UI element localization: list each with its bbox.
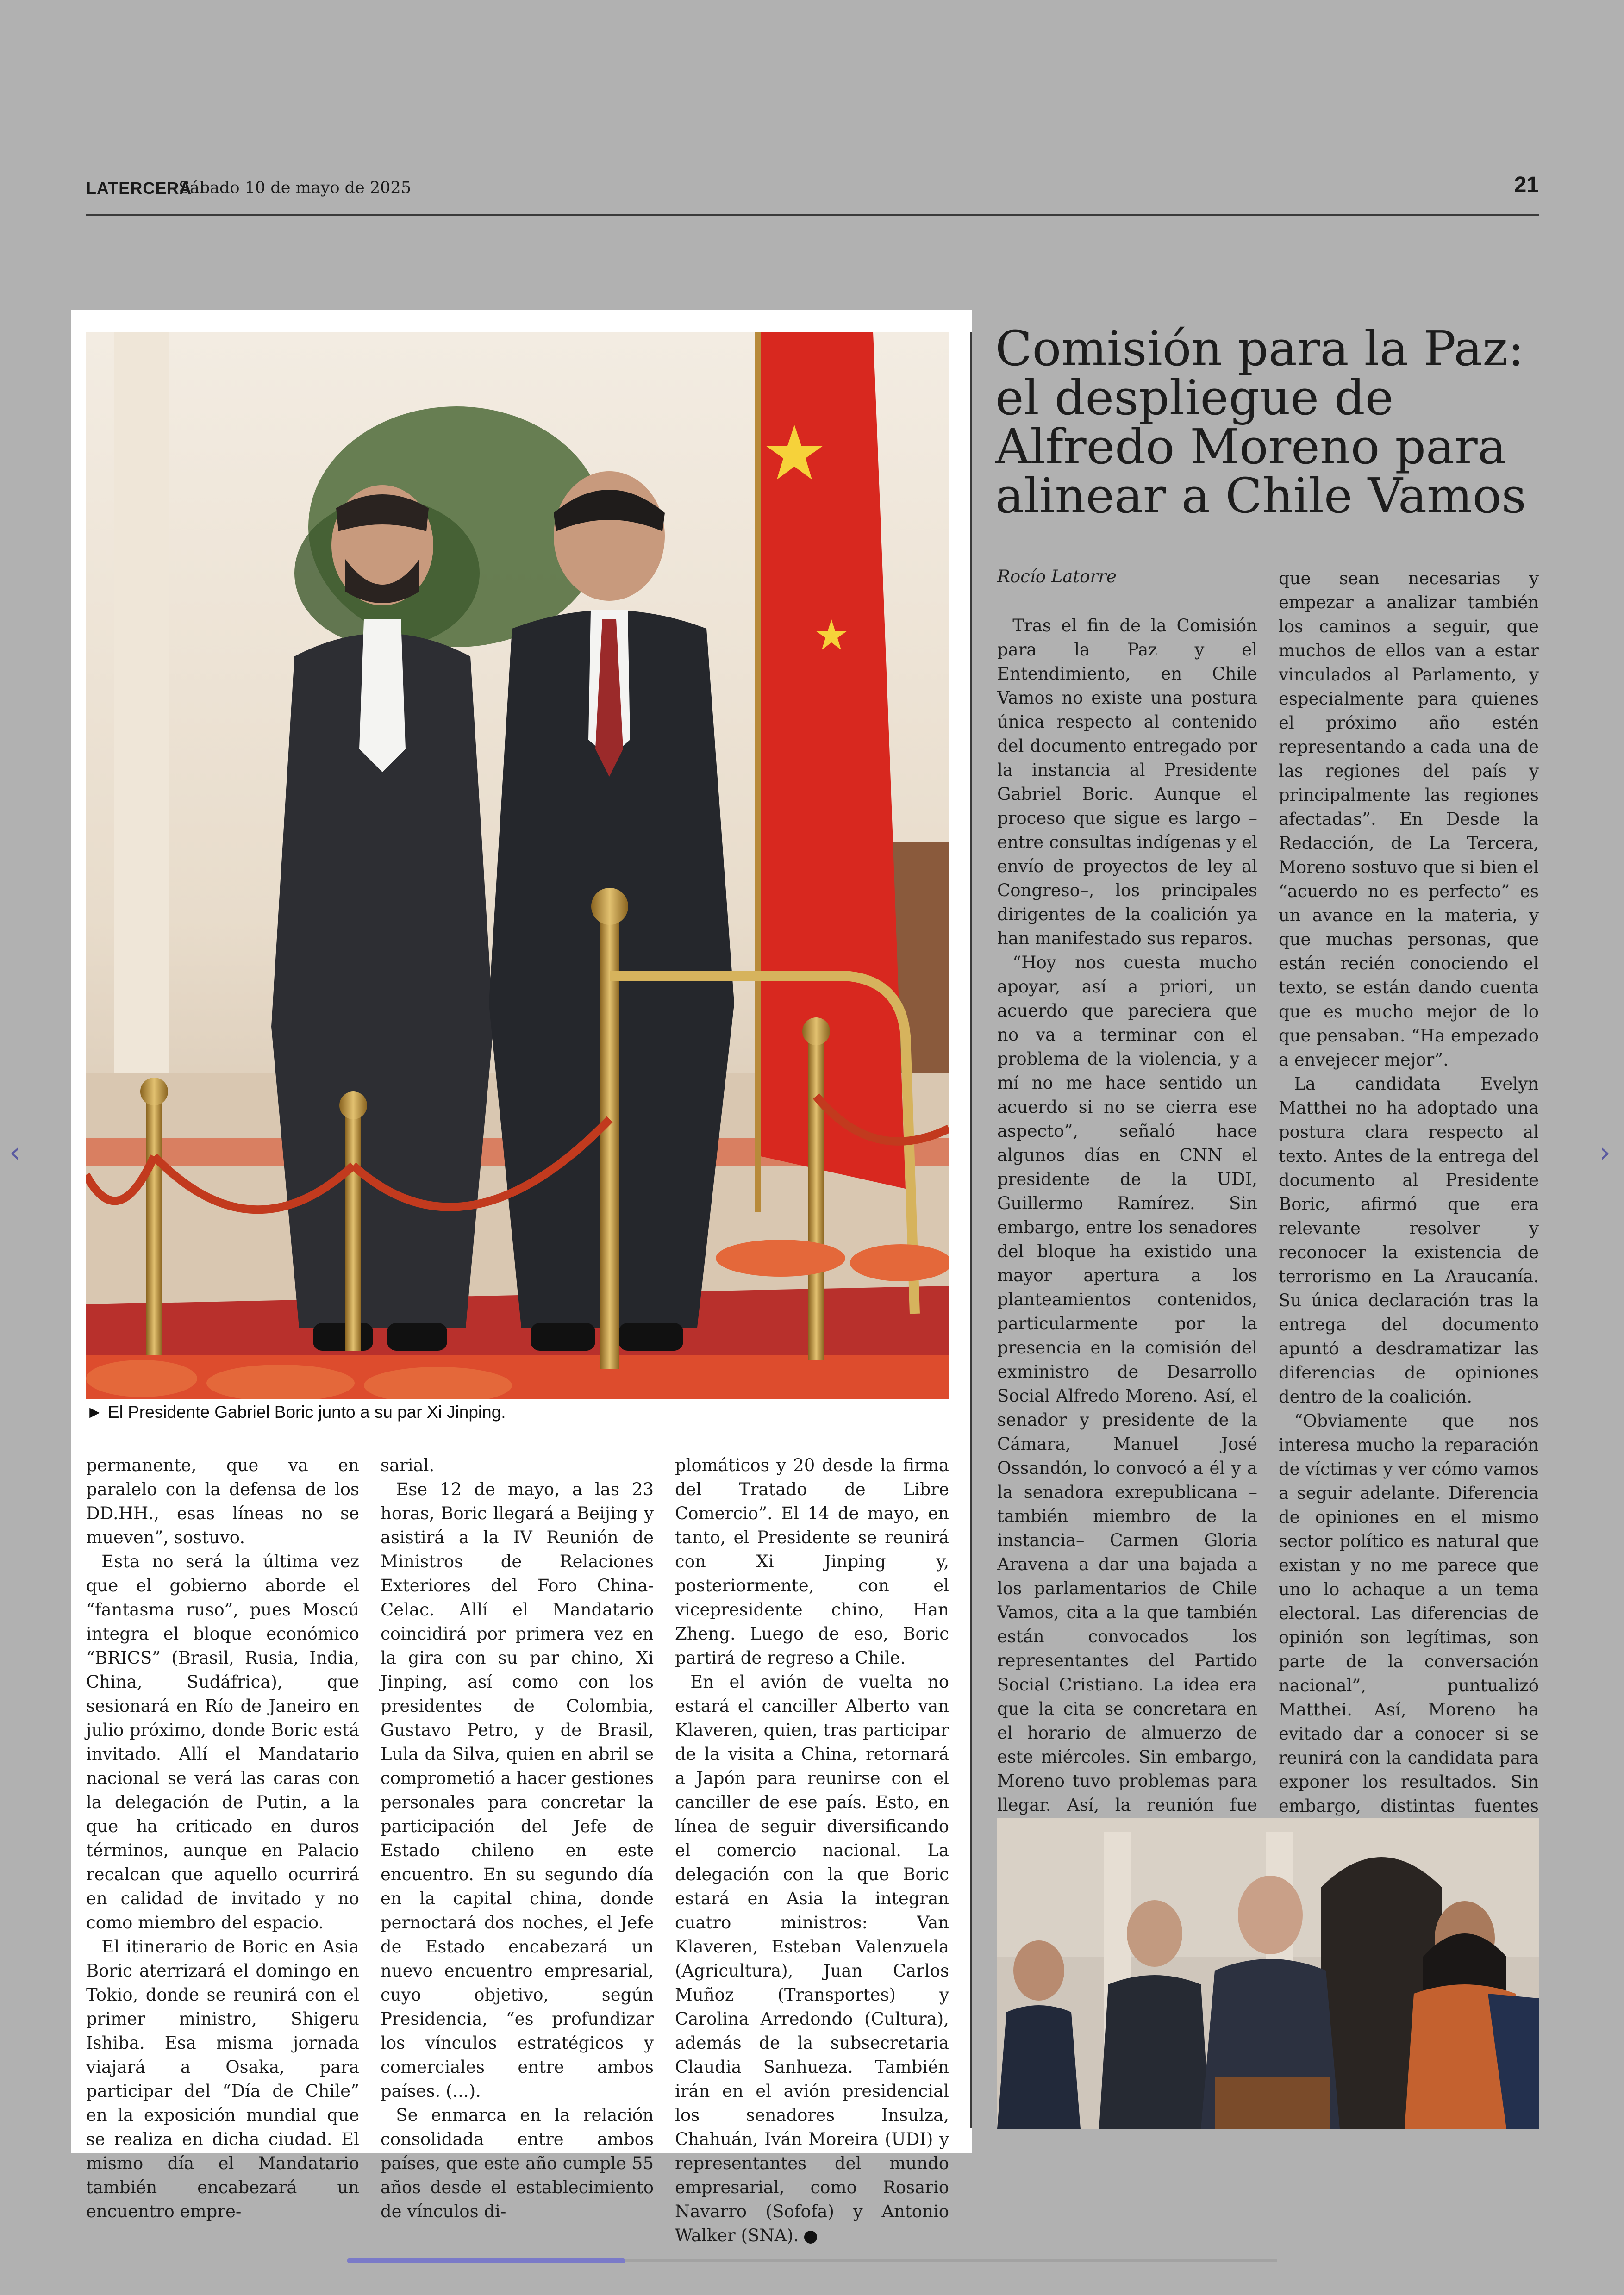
paragraph: Tras el fin de la Comisión para la Paz y el Entendimiento, en Chile Vamos no existe una postura única respecto al contenido del documento entregado por la instancia al Presidente Gabriel Boric. Aunque el proceso que sigue es largo –entre consultas indígenas y el envío de proyectos de ley al Congreso–, los principales dirigentes de la coalición ya han manifestado sus reparos. bbox=[997, 616, 1257, 948]
newspaper-brand: LATERCERA bbox=[86, 179, 192, 198]
next-page-arrow-icon[interactable]: › bbox=[1599, 1136, 1611, 1169]
end-of-article-bullet-icon bbox=[804, 2231, 817, 2244]
column-rule bbox=[970, 332, 972, 2128]
article-headline: Comisión para la Paz: el despliegue de Alfredo Moreno para alinear a Chile Vamos bbox=[995, 320, 1526, 524]
paragraph: “Hoy nos cuesta mucho apoyar, así a priori, un acuerdo que pareciera que no va a terminar con el problema de la violencia, y a mí no me hace sentido un acuerdo si no se cierra ese aspecto”, señaló hace algunos días en CNN el presidente de la UDI, Guillermo Ramírez. Sin embargo, entre los senadores del bloque ha existido una mayor apertura a los planteamientos contenidos, particularmente por la presencia en la comisión del exministro de Desarrollo Social Alfredo Moreno. Así, el senador y presidente de la Cámara, Manuel José Ossandón, lo convocó a él y a la senadora exrepublicana –también miembro de la instancia– Carmen Gloria Aravena a dar una bajada a los parlamentarios de Chile Vamos, cita a la que también están convocados los representantes del Partido Social Cristiano. La idea era que la cita se concretara en el horario de almuerzo de este miércoles. Sin embargo, Moreno tuvo problemas para llegar. Así, la reunión fue bbox=[997, 953, 1257, 1815]
right-article-column-1 bbox=[997, 614, 1257, 1986]
moreno-press-photo bbox=[997, 1818, 1539, 2129]
left-article-column-1 bbox=[86, 1453, 359, 2224]
left-article-column-3 bbox=[675, 1453, 949, 2248]
paragraph: que sean necesarias y empezar a analizar también los caminos a seguir, que muchos de ellos van a estar vinculados al Parlamento, y especialmente para quienes el próximo año estén representando a cada una de las regiones del país y principalmente las regiones afectadas”. En Desde la Redacción, de La Tercera, Moreno sostuvo que si bien el “acuerdo no es perfecto” es un avance en la materia, y que muchas personas, que están recién conociendo el texto, se están dando cuenta que es mucho mejor de lo que pensaban. “Ha empezado a envejecer mejor”. bbox=[1279, 568, 1539, 1070]
paragraph: “Obviamente que nos interesa mucho la reparación de víctimas y ver cómo vamos a seguir adelante. Diferencia de opiniones en el mismo sector político es natural que existan y no me parece que uno lo achaque a un tema electoral. Las diferencias de opinión son legítimas, son parte de la conversación nacional”, puntualizó Matthei. Así, Moreno ha evitado dar a conocer si se reunirá con la candidata para exponer los resultados. Sin embargo, distintas fuentes bbox=[1279, 1411, 1539, 1816]
main-photo-boric-xi bbox=[86, 332, 949, 1399]
paragraph: permanente, que va en paralelo con la defensa de los DD.HH., esas líneas no se mueven”, sostuvo. bbox=[86, 1455, 359, 1547]
page-number: 21 bbox=[1514, 173, 1539, 197]
prev-page-arrow-icon[interactable]: ‹ bbox=[9, 1136, 20, 1169]
right-article-column-2 bbox=[1279, 567, 1539, 2011]
paragraph: Esta no será la última vez que el gobierno aborde el “fantasma ruso”, pues Moscú integra el bloque económico “BRICS” (Brasil, Rusia, India, China, Sudáfrica), que sesionará en Río de Janeiro en julio próximo, donde Boric está invitado. Allí el Mandatario nacional se verá las caras con la delegación de Putin, a la que ha criticado en duros términos, aunque en Palacio recalcan que aquello ocurrirá en calidad de invitado y no como miembro del espacio. bbox=[86, 1552, 359, 1933]
paragraph: El itinerario de Boric en Asia Boric aterrizará el domingo en Tokio, donde se reunirá con el primer ministro, Shigeru Ishiba. Esa misma jornada viajará a Osaka, para participar del “Día de Chile” en la exposición mundial que se realiza en dicha ciudad. El mismo día el Mandatario también encabezará un encuentro empre- bbox=[86, 1937, 359, 2221]
paragraph: plomáticos y 20 desde la firma del Tratado de Libre Comercio”. El 14 de mayo, en tanto, el Presidente se reunirá con Xi Jinping y, posteriormente, con el vicepresidente chino, Han Zheng. Luego de eso, Boric partirá de regreso a Chile. bbox=[675, 1455, 949, 1668]
photo-caption: ► El Presidente Gabriel Boric junto a su par Xi Jinping. bbox=[86, 1403, 506, 1422]
paragraph-text: En el avión de vuelta no estará el canciller Alberto van Klaveren, quien, tras participar de la visita a China, retornará a Japón para reunirse con el canciller de ese país. Esto, en línea de seguir diversificando el comercio nacional. La delegación con la que Boric estará en Asia la integran cuatro ministros: Van Klaveren, Esteban Valenzuela (Agricultura), Juan Carlos Muñoz (Transportes) y Carolina Arredondo (Cultura), además de la subsecretaria Claudia Sanhueza. También irán en el avión presidencial los senadores Insulza, Chahuán, Iván Moreira (UDI) y representantes del mundo empresarial, como Rosario Navarro (Sofofa) y Antonio Walker (SNA). bbox=[675, 1672, 949, 2245]
issue-date: Sábado 10 de mayo de 2025 bbox=[179, 179, 411, 197]
paragraph: sarial. bbox=[381, 1455, 435, 1475]
paragraph: La candidata Evelyn Matthei no ha adoptado una postura clara respecto al texto. Antes de la entrega del documento al Presidente Boric, afirmó que era relevante resolver y reconocer la existencia de terrorismo en La Araucanía. Su única declaración tras la entrega del documento apuntó a desdramatizar las diferencias de opiniones dentro de la coalición. bbox=[1279, 1074, 1539, 1407]
paragraph bbox=[675, 1670, 949, 2248]
page-scrollbar-thumb[interactable] bbox=[347, 2258, 625, 2263]
paragraph: Se enmarca en la relación consolidada entre ambos países, que este año cumple 55 años desde el establecimiento de vínculos di- bbox=[381, 2105, 654, 2221]
paragraph: Ese 12 de mayo, a las 23 horas, Boric llegará a Beijing y asistirá a la IV Reunión de Ministros de Relaciones Exteriores del Foro China-Celac. Allí el Mandatario coincidirá por primera vez en la gira con su par chino, Xi Jinping, así como con los presidentes de Colombia, Gustavo Petro, y de Brasil, Lula da Silva, quien en abril se comprometió a hacer gestiones personales para concretar la participación del Jefe de Estado chileno en este encuentro. En su segundo día en la capital china, donde pernoctará dos noches, el Jefe de Estado encabezará un nuevo encuentro empresarial, cuyo objetivo, según Presidencia, “es profundizar los vínculos estratégicos y comerciales entre ambos países. (...). bbox=[381, 1479, 654, 2101]
page-header bbox=[86, 172, 1539, 216]
article-byline: Rocío Latorre bbox=[997, 567, 1117, 586]
left-article-column-2 bbox=[381, 1453, 654, 2224]
